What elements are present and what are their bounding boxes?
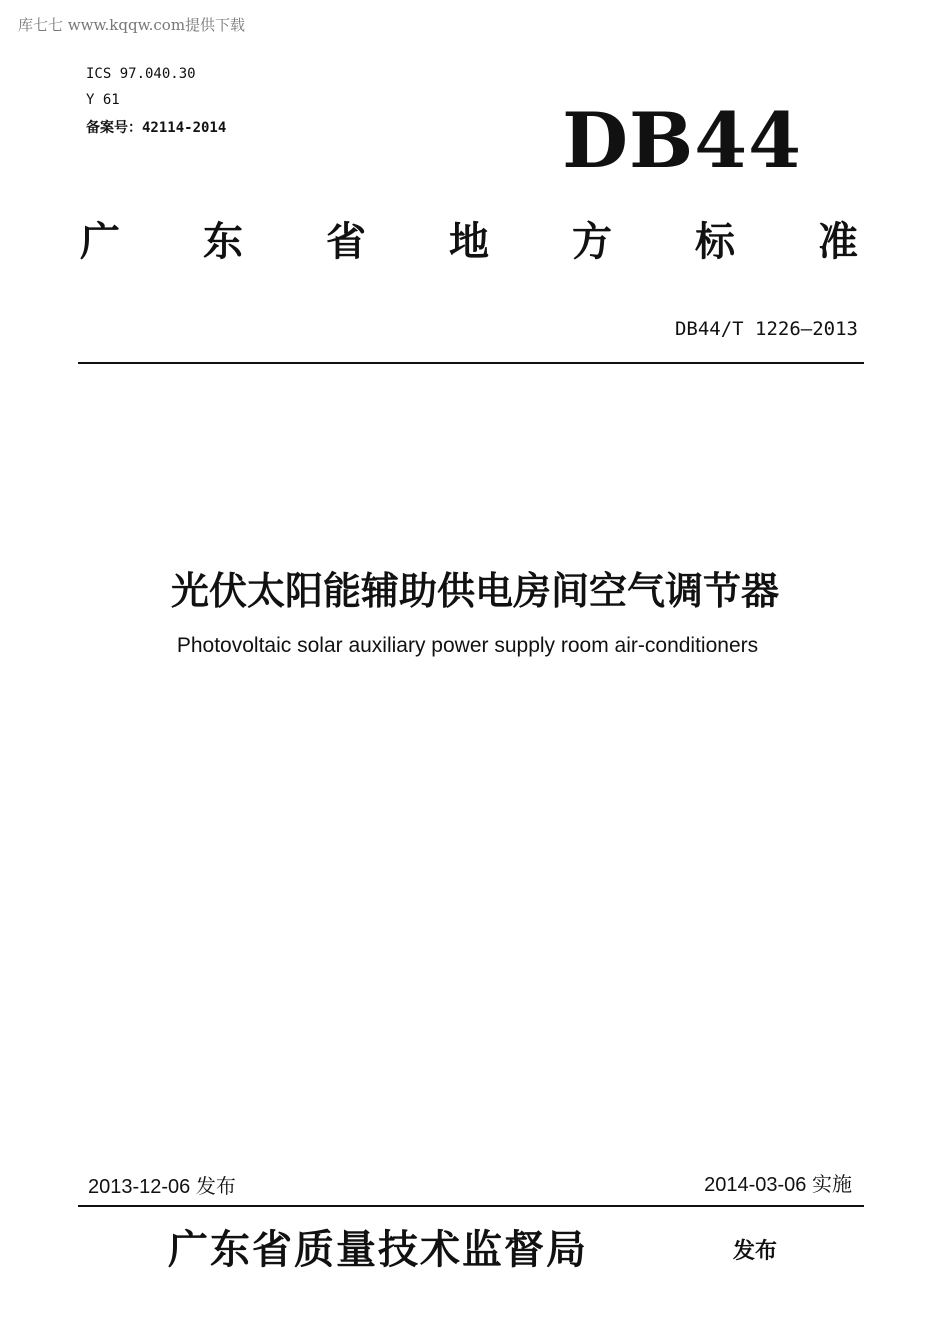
issuer-name: 广东省质量技术监督局: [168, 1226, 588, 1273]
standard-type-char: 地: [449, 220, 489, 264]
standard-type-char: 省: [326, 220, 366, 264]
issue-date: 2013-12-06 发布: [88, 1176, 236, 1198]
db-mark: DB44: [562, 96, 802, 185]
ics-code: ICS 97.040.30: [86, 66, 196, 82]
standard-type-char: 准: [818, 220, 858, 264]
classification-code: Y 61: [86, 92, 120, 108]
issue-label: 发布: [733, 1238, 778, 1263]
standard-type-heading: [80, 210, 858, 267]
watermark-text: 库七七 www.kqqw.com提供下载: [18, 16, 246, 34]
title-chinese: 光伏太阳能辅助供电房间空气调节器: [170, 571, 779, 613]
standard-type-char: 方: [572, 220, 612, 264]
record-number: 备案号：42114-2014: [86, 120, 227, 136]
standard-type-char: 标: [695, 220, 735, 264]
implementation-date: 2014-03-06 实施: [704, 1174, 852, 1196]
standard-type-char: 东: [203, 220, 243, 264]
standard-number: DB44/T 1226—2013: [674, 318, 858, 340]
standard-type-char: 广: [80, 220, 120, 264]
top-divider: [78, 362, 864, 364]
title-english: Photovoltaic solar auxiliary power supply room air-conditioners: [176, 634, 759, 657]
bottom-divider: [78, 1205, 864, 1207]
